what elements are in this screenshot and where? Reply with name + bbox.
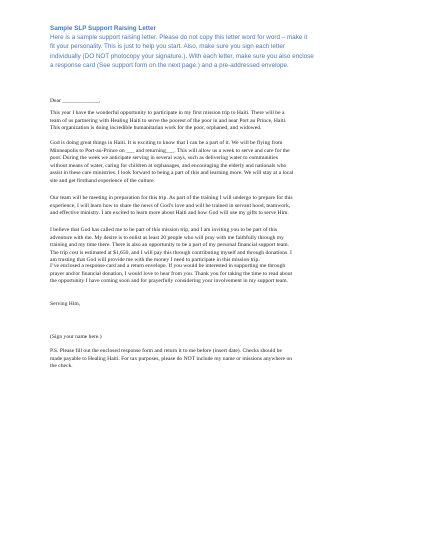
paragraph-line: The trip cost is estimated at $1,650, and I will pay this through contributing myself and through donations. I <box>50 249 292 256</box>
paragraph-line: God is doing great things in Haiti. It is exciting to know that I can be a part of it. We will be flying from <box>50 140 283 146</box>
paragraph-line: Minneapolis to Port-au-Prince on ___ and returning___. This will allow us a week to serve and care for the <box>50 147 290 154</box>
paragraph-line: This organization is doing incredible humanitarian work for the poor, orphaned, and widowed. <box>50 125 262 132</box>
header-line: individually (DO NOT photocopy your signature.). With each letter, make sure you also enclose <box>50 52 314 60</box>
paragraph-line: experience, I will learn how to share the news of God’s love and will be trained in servant hood, teamwork, <box>50 202 291 209</box>
paragraph-line: poor. During the week we anticipate serving in several ways, such as delivering water to communities <box>50 155 278 162</box>
postscript-line: P.S. Please fill out the enclosed response form and return it to me before (insert date). Checks should be <box>50 348 282 354</box>
signature-placeholder <box>50 334 382 342</box>
paragraph-line: team of us partnering with Healing Haiti to serve the poorest of the poor in and near Port au Prince, Haiti. <box>50 117 287 124</box>
paragraph-line: without means of water, caring for children at orphanages, and encouraging the elderly and nationals who <box>50 162 287 169</box>
paragraph-line: Our team will be meeting in preparation for this trip. As part of the training I will undergo to prepare for this <box>50 195 293 201</box>
paragraph-line: This year I have the wonderful opportunity to participate in my first mission trip to Haiti. There will be a <box>50 110 285 116</box>
paragraph-support-request <box>50 227 382 265</box>
paragraph-line: and effective ministry. I am excited to learn more about Haiti and how God will use my gifts to serve Him. <box>50 210 289 217</box>
paragraph-line: the opportunity I have coming soon and for prayerfully considering your involvement in my support team. <box>50 278 288 285</box>
postscript-line: made payable to Healing Haiti. For tax purposes, please do NOT include my name or missions anywhere on <box>50 355 293 362</box>
paragraph-line: assist in these care ministries. I look forward to being a part of this and learning more. We will stay at a local <box>50 170 294 177</box>
postscript-line: the check. <box>50 363 73 370</box>
paragraph-intro <box>50 110 382 133</box>
salutation-text: Dear _____________, <box>50 98 101 104</box>
signature-note: (Sign your name here.) <box>50 334 102 340</box>
header-line: a response card (See support form on the next page.) and a pre-addressed envelope. <box>50 62 289 70</box>
postscript <box>50 348 382 371</box>
header-line: Here is a sample support raising letter. Please do not copy this letter word for word – make it <box>50 34 308 41</box>
header-title: Sample SLP Support Raising Letter <box>50 25 156 32</box>
header-line: fit your personality. This is just to help you start. Also, make sure you sign each letter <box>50 43 285 51</box>
paragraph-line: I’ve enclosed a response card and a return envelope. If you would be interested in supporting me through <box>50 263 286 269</box>
paragraph-line: am trusting that God will provide me with the money I need to participate in this mission trip. <box>50 257 260 264</box>
letter-salutation <box>50 98 382 106</box>
paragraph-line: training and my time there. There is also an opportunity to be a part of my personal financial support team. <box>50 242 289 249</box>
paragraph-trip-details <box>50 140 382 186</box>
paragraph-line: site and get firsthand experience of the culture. <box>50 177 155 184</box>
paragraph-line: prayer and/or financial donation, I would love to hear from you. Thank you for taking the time to read about <box>50 270 293 277</box>
paragraph-training <box>50 195 382 218</box>
paragraph-response-card <box>50 263 382 286</box>
letter-closing <box>50 301 382 309</box>
instructions-header <box>50 24 380 71</box>
paragraph-line: adventure with me. My desire is to enlist as least 20 people who will pray with me faithfully through my <box>50 234 284 241</box>
closing-text: Serving Him, <box>50 301 81 307</box>
paragraph-line: I believe that God has called me to be part of this mission trip, and I am inviting you to be part of this <box>50 227 278 233</box>
